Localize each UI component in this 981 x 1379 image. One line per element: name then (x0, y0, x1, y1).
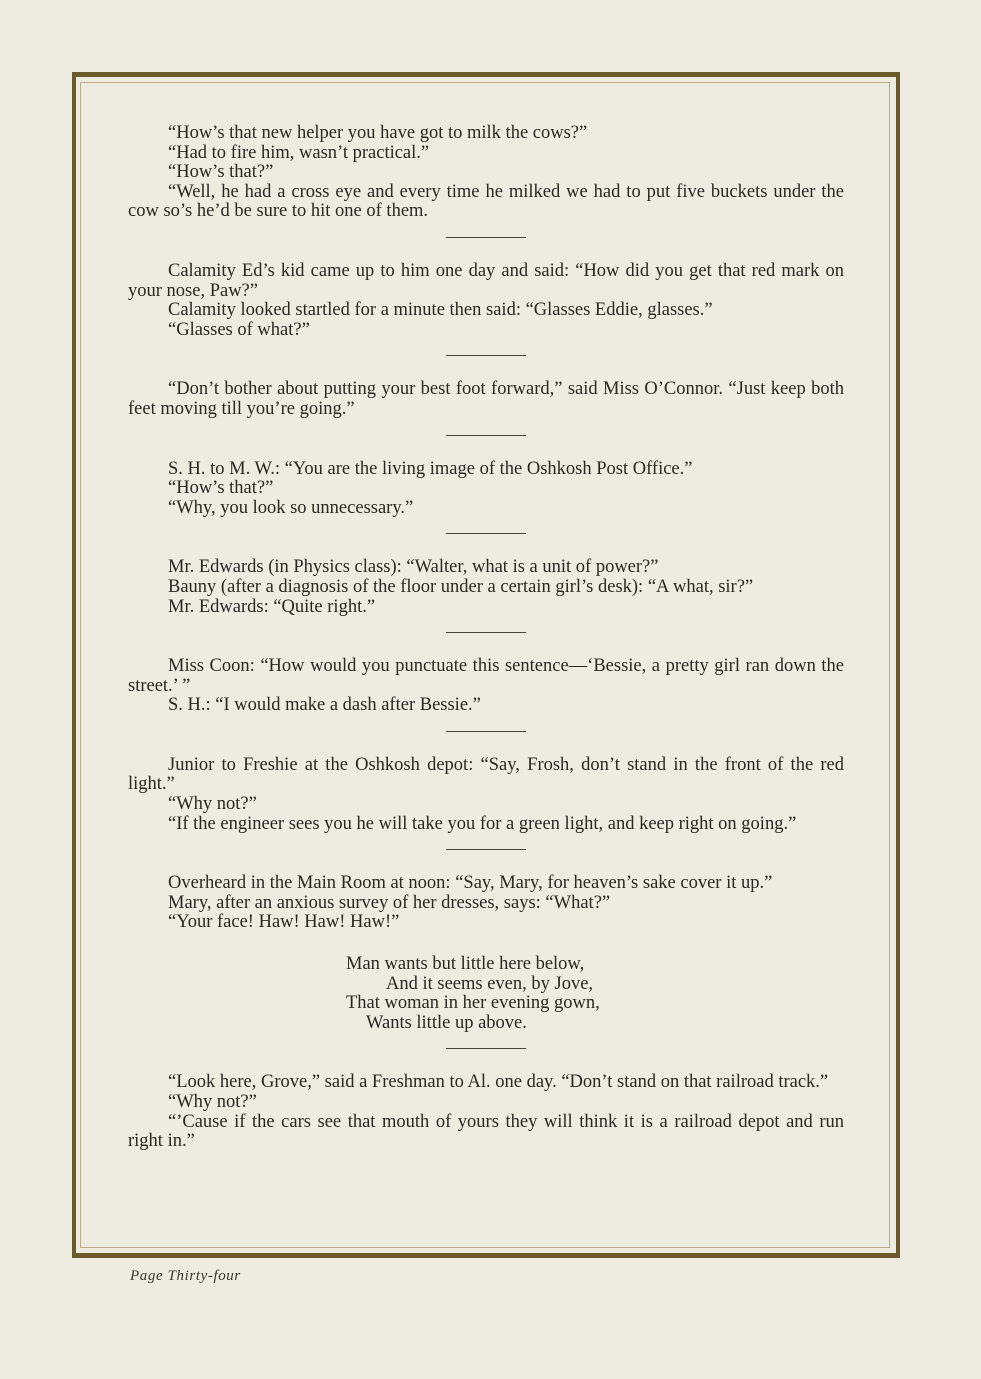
frame-border-right (896, 72, 900, 1258)
section-divider (446, 435, 526, 436)
section-divider (446, 632, 526, 633)
joke-block (128, 124, 844, 222)
poem-line: Wants little up above. (366, 1012, 527, 1033)
joke-line: Mr. Edwards (in Physics class): “Walter, what is a unit of power?” (168, 557, 659, 578)
joke-line: Bauny (after a diagnosis of the floor under a certain girl’s desk): “A what, sir?” (168, 576, 754, 597)
joke-line: “Look here, Grove,” said a Freshman to Al. one day. “Don’t stand on that railroad track.” (168, 1072, 829, 1093)
section-gap (128, 534, 844, 558)
joke-line: “Had to fire him, wasn’t practical.” (168, 142, 430, 163)
joke-block (128, 380, 844, 419)
joke-line: Overheard in the Main Room at noon: “Say, Mary, for heaven’s sake cover it up.” (168, 873, 773, 894)
joke-line: Calamity looked startled for a minute then said: “Glasses Eddie, glasses.” (168, 300, 713, 321)
joke-block (128, 657, 844, 716)
section-gap (128, 238, 844, 262)
joke-line: “Glasses of what?” (168, 319, 310, 340)
joke-line: S. H.: “I would make a dash after Bessie.” (168, 695, 481, 716)
joke-line: “If the engineer sees you he will take you for a green light, and keep right on going.” (168, 813, 797, 834)
section-gap (128, 732, 844, 756)
poem (346, 955, 844, 1033)
section-divider (446, 533, 526, 534)
joke-line: Junior to Freshie at the Oshkosh depot: “Say, Frosh, don’t stand in the front of the red light.” (128, 754, 844, 795)
joke-block (128, 1073, 844, 1151)
joke-block (128, 558, 844, 617)
joke-line: “Your face! Haw! Haw! Haw!” (168, 912, 400, 933)
joke-line: Calamity Ed’s kid came up to him one day and said: “How did you get that red mark on your nose, Paw?” (128, 260, 844, 301)
joke-line: “Why not?” (168, 1092, 257, 1112)
section-gap (128, 633, 844, 657)
section-divider (446, 237, 526, 238)
page-footer: Page Thirty-four (130, 1268, 241, 1284)
joke-line: “Don’t bother about putting your best foot forward,” said Miss O’Connor. “Just keep both feet moving till you’re going.” (128, 379, 844, 419)
page-content (128, 124, 844, 1152)
joke-line: “How’s that new helper you have got to milk the cows?” (168, 123, 588, 143)
joke-block (128, 262, 844, 340)
section-divider (446, 849, 526, 850)
joke-block (128, 756, 844, 834)
frame-border-left (72, 72, 76, 1258)
section-divider (446, 731, 526, 732)
section-divider (446, 355, 526, 356)
joke-line: Mr. Edwards: “Quite right.” (168, 596, 376, 617)
frame-border-top (72, 72, 900, 77)
joke-line: “Why, you look so unnecessary.” (168, 497, 414, 518)
section-divider (446, 1048, 526, 1049)
joke-line: S. H. to M. W.: “You are the living image of the Oshkosh Post Office.” (168, 458, 693, 479)
poem-line: Man wants but little here below, (346, 954, 585, 975)
joke-line: “How’s that?” (168, 478, 274, 499)
joke-line: “How’s that?” (168, 162, 274, 183)
joke-line: “Why not?” (168, 794, 257, 815)
joke-line: “’Cause if the cars see that mouth of yours they will think it is a railroad depot and run right in.” (128, 1111, 844, 1152)
frame-border-bottom (72, 1253, 900, 1258)
section-gap (128, 1049, 844, 1073)
poem-line: That woman in her evening gown, (346, 993, 600, 1014)
joke-line: Miss Coon: “How would you punctuate this sentence—‘Bessie, a pretty girl ran down the street.’ ” (128, 656, 844, 696)
section-gap (128, 356, 844, 380)
joke-line: Mary, after an anxious survey of her dresses, says: “What?” (168, 892, 611, 913)
poem-line: And it seems even, by Jove, (386, 973, 594, 994)
section-gap (128, 850, 844, 874)
joke-line: “Well, he had a cross eye and every time he milked we had to put five buckets under the cow so’s he’d be sure to hit one of them. (128, 181, 844, 222)
section-gap (128, 436, 844, 460)
joke-block (128, 460, 844, 519)
joke-block (128, 874, 844, 933)
